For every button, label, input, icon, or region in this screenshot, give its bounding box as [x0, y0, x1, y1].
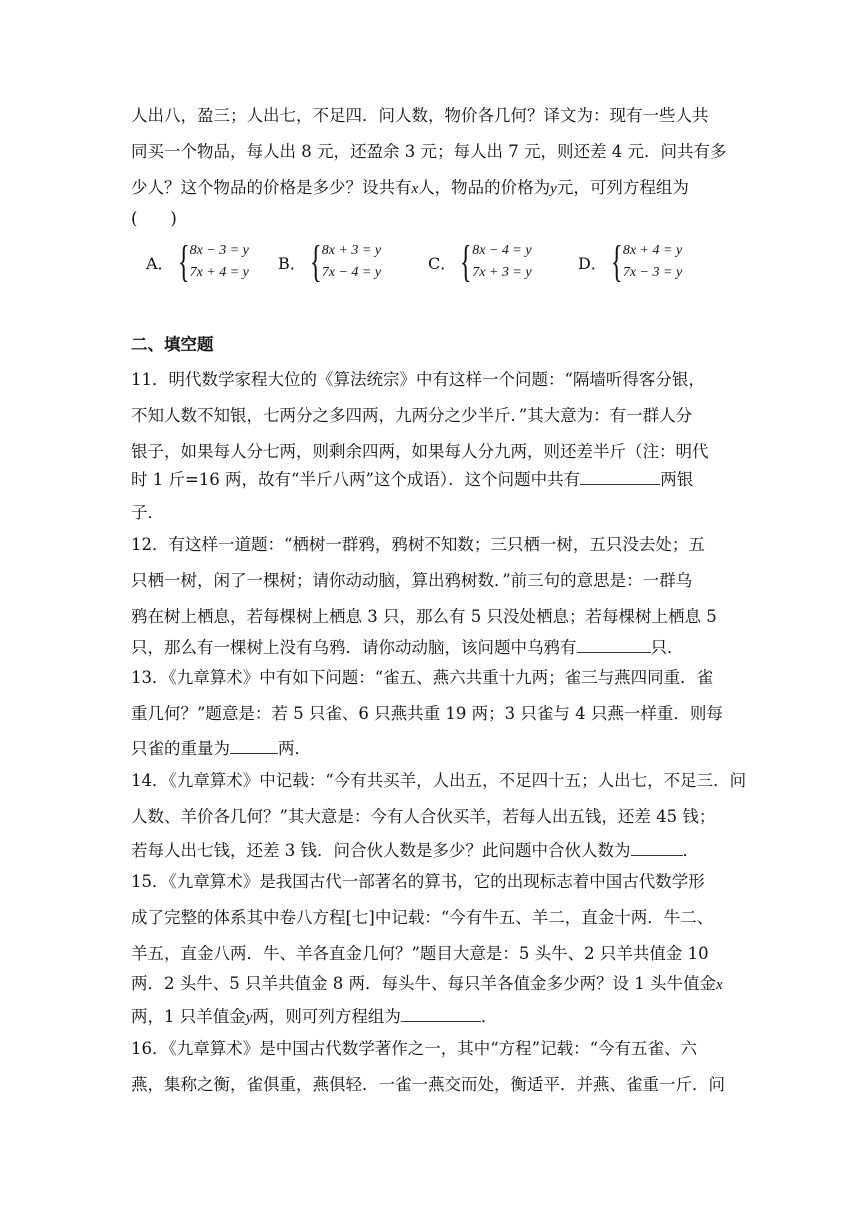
q10-line-3-start: 少人？这个物品的价格是多少？设共有: [131, 178, 412, 197]
option-a-eq2: 7x + 4 = y: [189, 265, 249, 280]
q11-line-1: 11．明代数学家程大位的《算法统宗》中有这样一个问题：“隔墙听得客分银，: [131, 370, 705, 389]
q10-line-3: [131, 178, 689, 199]
q12-line-2: 只栖一树，闲了一棵树；请你动动脑，算出鸦树数．”前三句的意思是：一群乌: [131, 571, 693, 590]
option-b-eq2: 7x − 4 = y: [321, 265, 382, 280]
q12-line-3: 鸦在树上栖息，若每棵树上栖息 3 只，那么有 5 只没处栖息；若每棵树上栖息 5: [131, 607, 717, 626]
option-b-eq1: 8x + 3 = y: [321, 243, 382, 258]
q11-line-5: 子．: [131, 503, 164, 522]
option-d-label: D．: [578, 253, 607, 273]
q11-line-3: 银子，如果每人分七两，则剩余四两，如果每人分九两，则还差半斤（注：明代: [131, 442, 709, 461]
option-c-eq1: 8x − 4 = y: [472, 243, 532, 258]
section-title: 二、填空题: [131, 335, 214, 354]
var-x: x: [411, 181, 419, 197]
option-d-eq2: 7x − 3 = y: [622, 265, 683, 280]
option-c-eq2: 7x + 3 = y: [472, 265, 532, 280]
option-c-label: C．: [428, 253, 457, 273]
q11-after-blank: 两银: [660, 470, 694, 489]
q11-line-4: [131, 468, 693, 490]
q12-line-1: 12．有这样一道题：“栖树一群鸦，鸦树不知数；三只栖一树，五只没去处；五: [131, 535, 705, 554]
q15-line-5: [131, 1005, 497, 1028]
q14-line-3: [131, 839, 699, 861]
brace-icon: {: [460, 237, 472, 286]
q15-line-4-text: 两．2 头牛、5 只羊共值金 8 两．每头牛、每只羊各值金多少两？设 1 头牛值金: [131, 974, 716, 993]
q13-after-blank: 两．: [278, 739, 311, 758]
q14-line-1: 14．《九章算术》中记载：“今有共买羊，人出五，不足四十五；人出七，不足三．问: [131, 771, 747, 790]
answer-blank[interactable]: [580, 468, 660, 485]
q15-line-5-a: 两，1 只羊值金: [131, 1007, 246, 1026]
q14-line-2: 人数、羊价各几何？”其大意是：今有人合伙买羊，若每人出五钱，还差 45 钱；: [131, 807, 716, 826]
q10-line-1: 人出八，盈三；人出七，不足四．问人数，物价各几何？译文为：现有一些人共: [131, 106, 709, 125]
q16-line-1: 16．《九章算术》是中国古代数学著作之一，其中“方程”记载：“今有五雀、六: [131, 1039, 698, 1058]
option-b-system: [322, 240, 381, 284]
answer-blank[interactable]: [577, 636, 651, 653]
brace-icon: {: [177, 237, 190, 286]
option-a-system: [190, 240, 249, 284]
q10-line-2: 同买一个物品，每人出 8 元，还盈余 3 元；每人出 7 元，则还差 4 元．问共有多: [131, 142, 727, 161]
q14-after-blank: ．: [682, 841, 699, 860]
q13-line-3-text: 只雀的重量为: [131, 739, 230, 758]
q15-line-4: [131, 974, 723, 995]
option-d-eq1: 8x + 4 = y: [622, 243, 683, 258]
q13-line-1: 13．《九章算术》中有如下问题：“雀五、燕六共重十九两；雀三与燕四同重．雀: [131, 668, 714, 687]
var-y: y: [550, 181, 557, 197]
q12-line-4-text: 只，那么有一棵树上没有乌鸦．请你动动脑，该问题中乌鸦有: [131, 638, 577, 657]
answer-blank[interactable]: [230, 737, 278, 754]
option-a-eq1: 8x − 3 = y: [189, 243, 249, 258]
option-a[interactable]: [146, 237, 249, 286]
q15-line-5-b: 两，则可列方程组为: [252, 1007, 401, 1026]
q13-line-3: [131, 737, 311, 759]
option-c[interactable]: [428, 237, 532, 286]
option-b-label: B．: [278, 253, 306, 273]
q12-after-blank: 只．: [650, 638, 684, 657]
answer-blank[interactable]: [631, 839, 683, 856]
q11-line-2: 不知人数不知银，七两分之多四两，九两分之少半斤．”其大意为：有一群人分: [131, 406, 693, 425]
q16-line-2: 燕，集称之衡，雀俱重，燕俱轻．一雀一燕交而处，衡适平．并燕、雀重一斤．问: [131, 1075, 725, 1094]
q12-line-4: [131, 636, 684, 658]
var-x: x: [715, 977, 723, 993]
q15-line-2: 成了完整的体系其中卷八方程[七]中记载：“今有牛五、羊二，直金十两．牛二、: [131, 908, 714, 927]
brace-icon: {: [309, 237, 322, 286]
q13-line-2: 重几何？”题意是：若 5 只雀、6 只燕共重 19 两；3 只雀与 4 只燕一样重．则每: [131, 704, 723, 723]
var-y: y: [245, 1010, 253, 1026]
q15-line-1: 15．《九章算术》是我国古代一部著名的算书，它的出现标志着中国古代数学形: [131, 872, 705, 891]
option-c-system: [472, 240, 531, 284]
option-d[interactable]: [578, 237, 683, 286]
q15-line-3: 羊五，直金八两．牛、羊各直金几何？”题目大意是：5 头牛、2 只羊共值金 10: [131, 944, 709, 963]
q14-line-3-text: 若每人出七钱，还差 3 钱．问合伙人数是多少？此问题中合伙人数为: [131, 841, 631, 860]
q10-line-3-end: 元，可列方程组为: [556, 178, 689, 197]
option-b[interactable]: [278, 237, 382, 286]
option-a-label: A．: [146, 253, 174, 273]
answer-blank[interactable]: [401, 1005, 481, 1022]
option-d-system: [623, 240, 682, 284]
q11-line-4-text: 时 1 斤=16 两，故有“半斤八两”这个成语）．这个问题中共有: [131, 470, 581, 489]
answer-parentheses: ( ): [131, 209, 177, 228]
brace-icon: {: [610, 237, 623, 286]
q15-after-blank: ．: [480, 1007, 498, 1026]
q10-line-3-mid: 人，物品的价格为: [418, 178, 551, 197]
